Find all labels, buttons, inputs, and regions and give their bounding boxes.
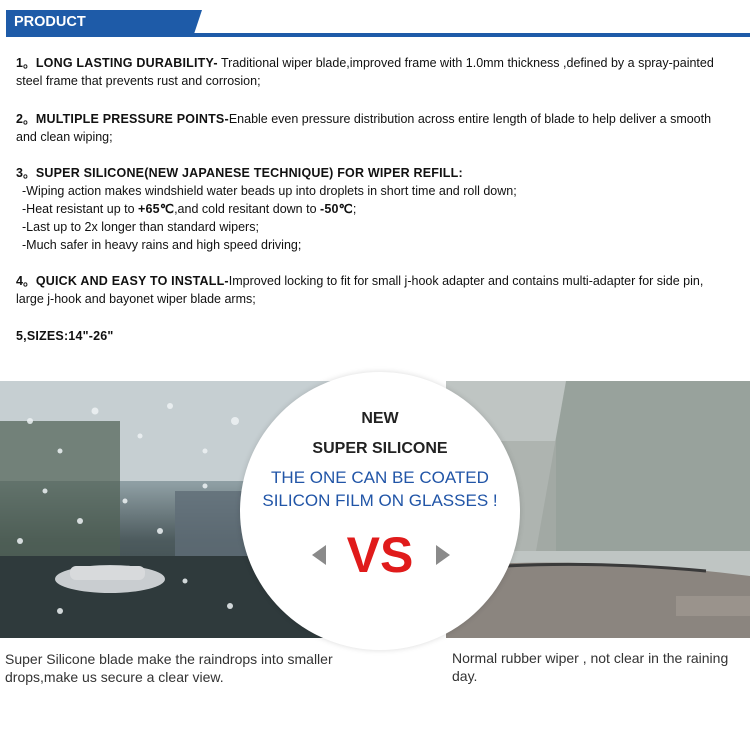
feature-silicone	[16, 164, 517, 254]
feature-line: -Wiping action makes windshield water beads up into droplets in short time and roll down;	[22, 184, 517, 198]
feature-line-part: ,and cold resitant down to	[174, 202, 321, 216]
comparison-badge	[240, 372, 520, 650]
section-title: PRODUCT DESCRIPTION	[6, 10, 194, 34]
badge-tagline-1: THE ONE CAN BE COATED	[271, 468, 489, 487]
feature-line: -Last up to 2x longer than standard wipers;	[22, 220, 259, 234]
caption-rubber: Normal rubber wiper , not clear in the raining day.	[452, 650, 729, 684]
feature-text: Enable even pressure distribution across entire length of blade to help deliver a smooth and clean wiping;	[16, 112, 712, 144]
feature-line	[16, 200, 517, 218]
feature-label: 1。LONG LASTING DURABILITY-	[16, 56, 218, 70]
feature-line: -Much safer in heavy rains and high speed driving;	[22, 238, 302, 252]
badge-tagline-2: SILICON FILM ON GLASSES !	[262, 491, 498, 510]
section-header	[0, 0, 750, 54]
heat-value: +65℃	[138, 202, 175, 216]
badge-super-silicone: SUPER SILICONE	[312, 440, 448, 457]
feature-text: Improved locking to fit for small j-hook adapter and contains multi-adapter for side pin, large j-hook and bayonet wiper blade arms;	[16, 274, 704, 306]
caption-silicone: Super Silicone blade make the raindrops into smaller drops,make us secure a clear view.	[5, 651, 333, 685]
feature-sizes: 5,SIZES:14"-26"	[16, 329, 114, 343]
feature-pressure	[16, 110, 716, 146]
feature-label: 3。SUPER SILICONE(NEW JAPANESE TECHNIQUE) FOR WIPER REFILL:	[16, 166, 463, 180]
feature-line-part: ;	[352, 202, 357, 216]
feature-install	[16, 272, 716, 308]
header-divider	[6, 33, 750, 37]
feature-line-part: -Heat resistant up to	[22, 202, 139, 216]
badge-new: NEW	[361, 410, 399, 427]
arrow-right-icon	[436, 545, 450, 565]
feature-text: Traditional wiper blade,improved frame with 1.0mm thickness ,defined by a spray-painted steel frame that prevents rust and corrosion;	[16, 56, 714, 88]
versus-label: VS	[346, 527, 414, 583]
feature-label: 4。QUICK AND EASY TO INSTALL-	[16, 274, 229, 288]
feature-label: 2。MULTIPLE PRESSURE POINTS-	[16, 112, 229, 126]
feature-durability	[16, 54, 716, 90]
cold-value: -50℃	[320, 202, 353, 216]
